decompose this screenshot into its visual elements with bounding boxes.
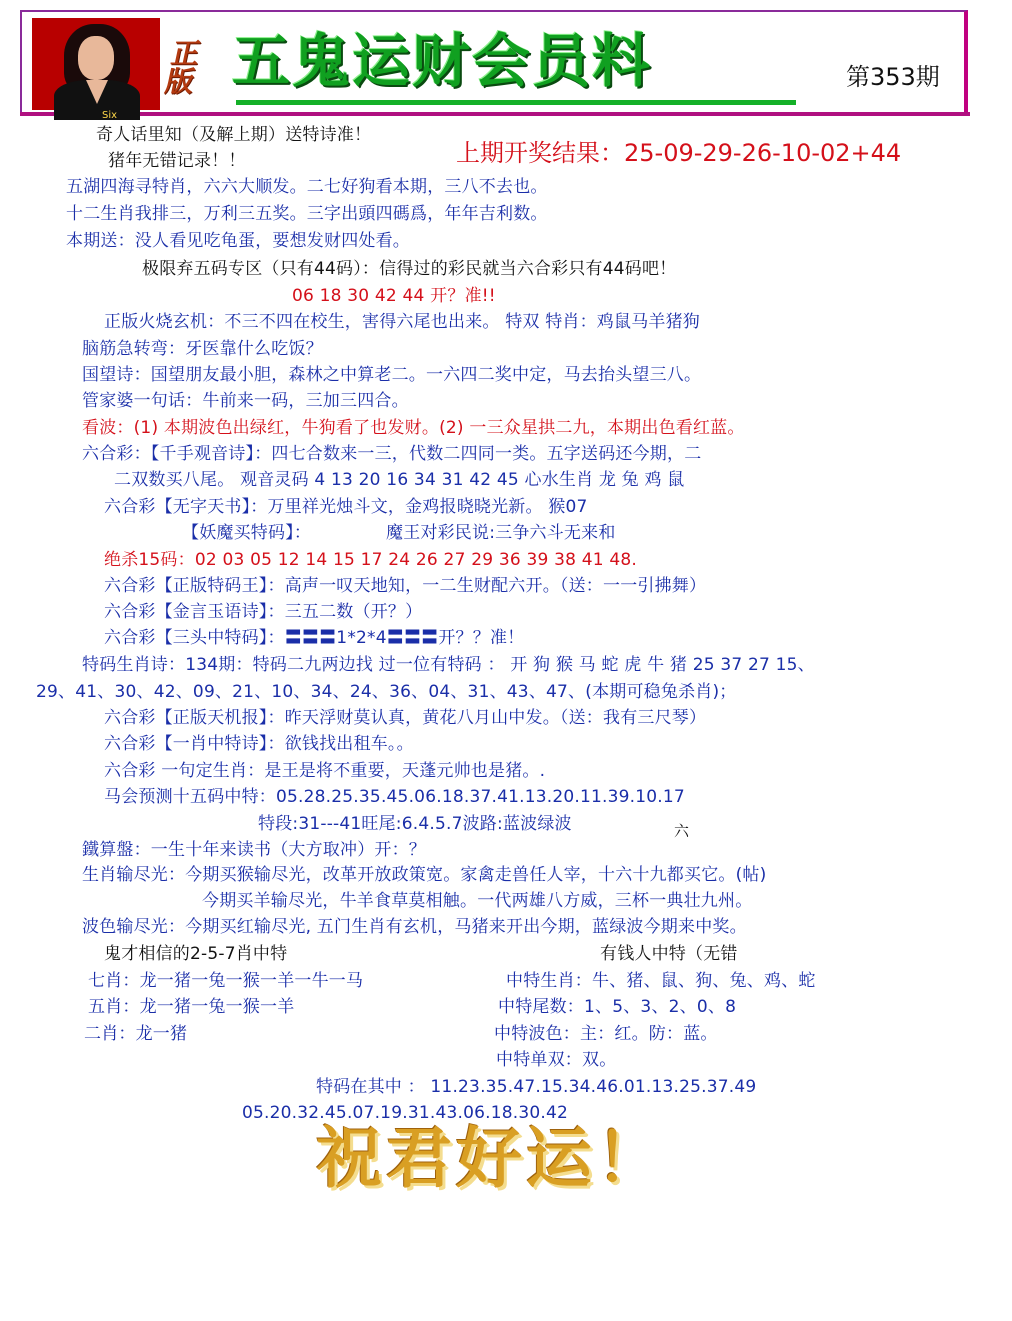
line-guanyin: 二双数买八尾。 观音灵码 4 13 20 16 34 31 42 45 心水生肖 龙 兔 鸡 鼠 xyxy=(114,470,685,490)
last-draw-result: 上期开奖结果：25-09-29-26-10-02+44 xyxy=(456,139,902,167)
line-mahui: 马会预测十五码中特：05.28.25.35.45.06.18.37.41.13.20.11.39.10.17 xyxy=(104,787,685,807)
line-brain-teaser: 脑筋急转弯：牙医靠什么吃饭？ xyxy=(82,339,323,359)
line-guanjiapo: 管家婆一句话：牛前来一码，三加三四合。 xyxy=(82,391,409,411)
header-divider xyxy=(20,112,970,116)
line-kanbo: 看波：(1) 本期波色出绿红，牛狗看了也发财。(2) 一三众星拱二九，本期出色看红蓝。 xyxy=(82,418,745,438)
line-jinyan: 六合彩【金言玉语诗】：三五二数（开？） xyxy=(104,602,423,622)
line-tema-zaiqizhong: 特码在其中 ： 11.23.35.47.15.34.46.01.13.25.37.49 xyxy=(316,1077,757,1097)
issue-number: 第353期 xyxy=(846,63,940,91)
line-44-codes: 极限弃五码专区（只有44码）：信得过的彩民就当六合彩只有44码吧！ xyxy=(142,259,677,279)
line-tianji: 六合彩【正版天机报】：昨天浮财莫认真，黄花八月山中发。（送：我有三尺琴） xyxy=(104,708,707,728)
line-qixiao: 七肖：龙一猪一兔一猴一羊一牛一马 xyxy=(88,971,364,991)
line-dingshengxiao: 六合彩 一句定生肖：是王是将不重要，天蓬元帅也是猪。. xyxy=(104,761,546,781)
line-poem-1: 五湖四海寻特肖，六六大顺发。二七好狗看本期，三八不去也。 xyxy=(66,177,548,197)
line-tema-numbers: 05.20.32.45.07.19.31.43.06.18.30.42 xyxy=(242,1103,569,1123)
avatar-tag: Six xyxy=(102,110,118,121)
line-shengxiao-shu: 生肖输尽光：今期买猴输尽光，改革开放政策宽。家禽走兽任人宰，十六十九都买它。(帖) xyxy=(82,865,767,885)
line-teduan: 特段:31---41旺尾:6.4.5.7波路:蓝波绿波 xyxy=(258,814,572,834)
line-bose-shu: 波色输尽光：今期买红输尽光, 五门生肖有玄机，马猪来开出今期，蓝绿波今期来中奖。 xyxy=(82,917,747,937)
line-youqianren: 有钱人中特（无错 xyxy=(600,944,738,964)
line-wuxiao: 五肖：龙一猪一兔一猴一羊 xyxy=(88,997,295,1017)
line-shengxiao-poem: 特码生肖诗：134期：特码二九两边找 过一位有特码 ： 开 狗 猴 马 蛇 虎 牛 猪 25 37 27 15、 xyxy=(82,655,815,675)
line-zhongte-weishu: 中特尾数：1、5、3、2、0、8 xyxy=(498,997,737,1017)
line-poem-2: 十二生肖我排三，万利三五奖。三字出頭四碼爲，年年吉利数。 xyxy=(66,204,548,224)
avatar xyxy=(32,18,160,121)
line-tema-wang: 六合彩【正版特码王】：高声一叹天地知，一二生财配六开。（送：一一引拂舞） xyxy=(104,576,707,596)
page-title: 五鬼运财会员料 xyxy=(232,27,653,95)
line-44-numbers: 06 18 30 42 44 开？准!! xyxy=(292,286,496,306)
line-stray-char: 六 xyxy=(674,822,690,840)
line-guicai: 鬼才相信的2-5-7肖中特 xyxy=(104,944,288,964)
line-huoshao: 正版火烧玄机：不三不四在校生，害得六尾也出来。 特双 特肖：鸡鼠马羊猪狗 xyxy=(104,312,701,332)
line-guowang: 国望诗：国望朋友最小胆，森林之中算老二。一六四二奖中定，马去抬头望三八。 xyxy=(82,365,702,385)
line-yaomo-label: 【妖魔买特码】： xyxy=(182,523,312,543)
line-wuzi: 六合彩【无字天书】：万里祥光烛斗文，金鸡报晓晓光新。 猴07 xyxy=(104,497,588,517)
line-yaomo: 魔王对彩民说:三争六斗无来和 xyxy=(386,523,616,543)
blessing-text: 祝君好运！ xyxy=(316,1119,666,1197)
line-suanpan: 鐵算盤：一生十年来读书（大方取冲）开：？ xyxy=(82,840,426,860)
line-yixiao: 六合彩【一肖中特诗】：欲钱找出租车。。 xyxy=(104,734,414,754)
line-record: 猪年无错记录！！ xyxy=(108,151,246,171)
line-shengxiao-numbers: 29、41、30、42、09、21、10、34、24、36、04、31、43、47、(本期可稳兔杀肖)； xyxy=(36,682,737,702)
zhengban-logo: 正版 xyxy=(162,37,204,98)
line-zhongte-bose: 中特波色：主：红。防：蓝。 xyxy=(494,1024,718,1044)
line-zhongte-shengxiao: 中特生肖：牛、猪、鼠、狗、兔、鸡、蛇 xyxy=(506,971,816,991)
line-qianshou: 六合彩：【千手观音诗】：四七合数来一三，代数二四同一类。五字送码还今期，二 xyxy=(82,444,702,464)
line-kill-15: 绝杀15码：02 03 05 12 14 15 17 24 26 27 29 36 39 38 41 48. xyxy=(104,550,638,570)
line-this-issue: 本期送：没人看见吃龟蛋，要想发财四处看。 xyxy=(66,231,410,251)
line-erxiao: 二肖：龙一猪 xyxy=(84,1024,188,1044)
line-zhongte-danshuang: 中特单双：双。 xyxy=(496,1050,617,1070)
line-mai-yang: 今期买羊输尽光，牛羊食草莫相触。一代两雄八方威，三杯一典壮九州。 xyxy=(202,891,753,911)
line-santou: 六合彩【三头中特码】：〓〓〓1*2*4〓〓〓开？？准！ xyxy=(104,628,525,648)
line-poem-intro: 奇人话里知（及解上期）送特诗准！ xyxy=(96,125,372,145)
title-underline xyxy=(236,100,796,105)
